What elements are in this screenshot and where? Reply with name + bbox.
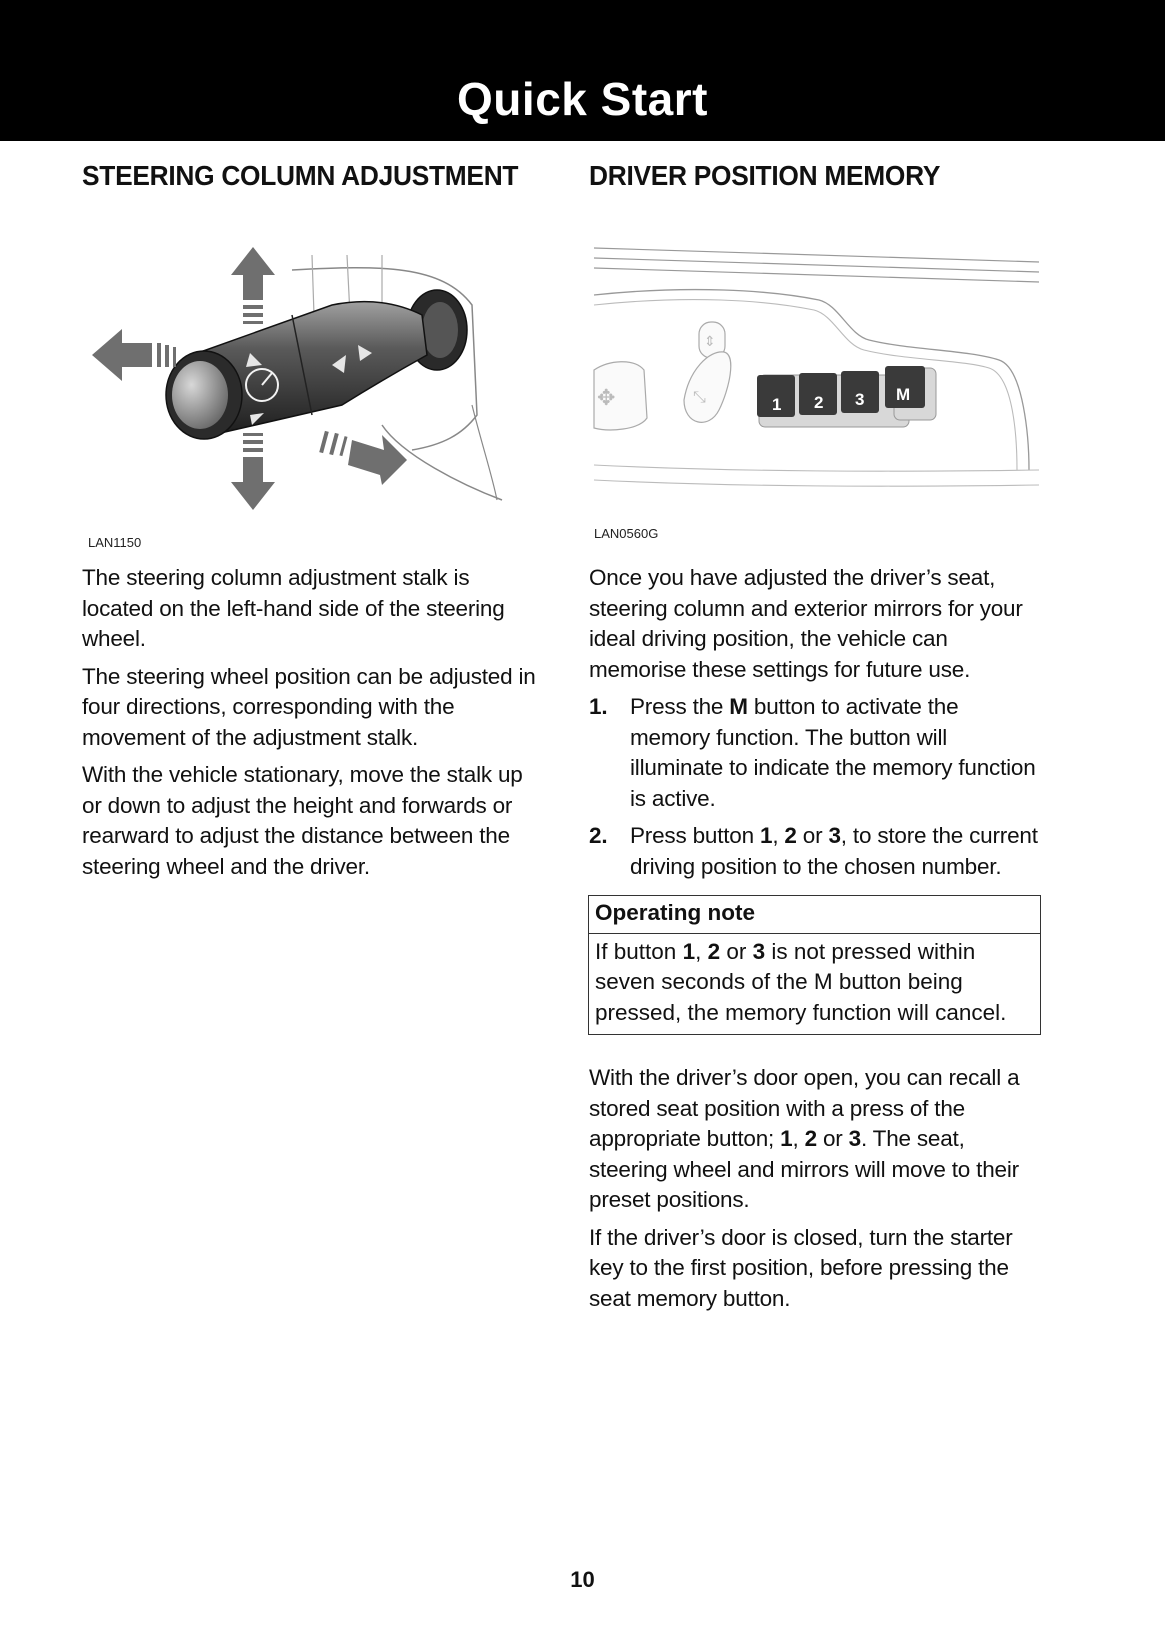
driver-position-memory-heading: DRIVER POSITION MEMORY (589, 160, 941, 191)
operating-note-heading: Operating note (589, 896, 1040, 934)
note-text: If button (595, 938, 683, 964)
page-header-bar (0, 0, 1165, 141)
memory-buttons-illustration (589, 240, 1044, 545)
left-column (82, 160, 542, 192)
recall-paragraph (589, 1063, 1044, 1216)
page-number: 10 (570, 1567, 595, 1592)
note-bold: 1 (682, 938, 696, 964)
figure-caption-lan1150: LAN1150 (88, 535, 142, 550)
operating-note-box (588, 895, 1041, 1035)
closing-paragraph: If the driver’s door is closed, turn the starter key to the first position, before pressing the seat memory button. (589, 1224, 1013, 1311)
memory-button-m: M (896, 385, 911, 404)
memory-steps-list (589, 692, 1044, 882)
step-bold: 1 (759, 823, 773, 848)
note-text: or (720, 938, 753, 964)
paragraph: With the vehicle stationary, move the stalk up or down to adjust the height and forwards or rearward to adjust the distance between the steering wheel and the driver. (82, 762, 523, 879)
step-bold: 3 (828, 823, 841, 848)
step-bold: 2 (784, 823, 797, 848)
steering-column-heading: STEERING COLUMN ADJUSTMENT (82, 160, 519, 191)
step-text: or (796, 823, 829, 848)
note-bold: 3 (752, 938, 766, 964)
step-text: Press the (630, 694, 730, 719)
right-column (589, 160, 1049, 192)
recall-text-part: . The seat, steering wheel and mirrors will move to their preset positions. (589, 1126, 1019, 1212)
memory-button-2: 2 (814, 393, 824, 412)
list-item (589, 821, 1044, 882)
page-title: Quick Start (457, 73, 708, 125)
note-text: , (695, 938, 708, 964)
note-text: is not pressed within seven seconds of the M button being pressed, the memory function will cancel. (595, 938, 1007, 1025)
memory-button-1: 1 (772, 395, 782, 414)
step-number: 2. (589, 823, 608, 848)
note-bold: 2 (707, 938, 721, 964)
step-text: Press button (630, 823, 760, 848)
recall-bold: 1 (780, 1126, 793, 1151)
steering-stalk-drawing (82, 245, 542, 555)
memory-button-3: 3 (855, 390, 865, 409)
steering-stalk-illustration (82, 245, 542, 555)
recall-text-part: , (792, 1126, 805, 1151)
svg-text:✥: ✥ (597, 386, 616, 411)
figure-caption-lan0560g: LAN0560G (594, 526, 659, 541)
recall-bold: 3 (848, 1126, 861, 1151)
step-text: button to activate the memory function. The button will illuminate to indicate the memory function is active. (630, 694, 1036, 811)
step-text: , (772, 823, 785, 848)
steering-column-text (82, 563, 542, 889)
step-bold: M (729, 694, 748, 719)
operating-note-body (589, 934, 1040, 1035)
recall-text (589, 1063, 1044, 1321)
step-text: , to store the current driving position to the chosen number. (630, 823, 1038, 879)
svg-text:⇕: ⇕ (704, 334, 716, 350)
driver-memory-text (589, 563, 1044, 889)
paragraph: The steering column adjustment stalk is located on the left-hand side of the steering wheel. (82, 565, 505, 651)
paragraph: The steering wheel position can be adjusted in four directions, corresponding with the movement of the adjustment stalk. (82, 663, 536, 750)
recall-text-part: With the driver’s door open, you can recall a stored seat position with a press of the appropriate button; (589, 1065, 1020, 1151)
list-item (589, 692, 1044, 814)
door-panel-drawing (589, 240, 1044, 520)
step-number: 1. (589, 694, 608, 719)
intro-paragraph: Once you have adjusted the driver’s seat, steering column and exterior mirrors for your ideal driving position, the vehicle can memorise these settings for future use. (589, 565, 1023, 682)
recall-bold: 2 (804, 1126, 817, 1151)
recall-text-part: or (816, 1126, 849, 1151)
svg-text:⤡: ⤡ (693, 387, 706, 406)
